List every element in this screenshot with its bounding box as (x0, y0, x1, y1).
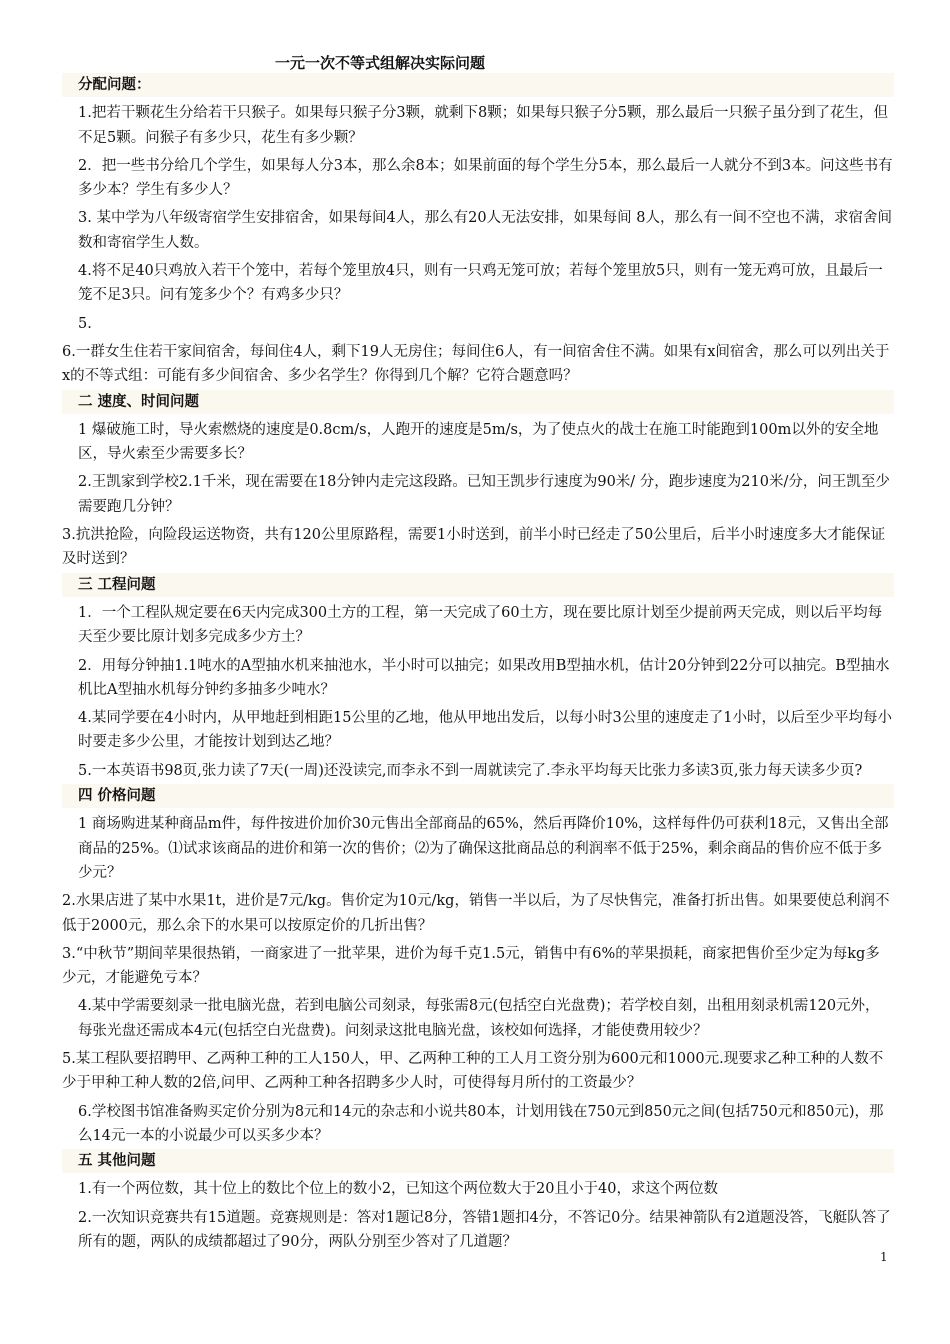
problem-item: 2．用每分钟抽1.1吨水的A型抽水机来抽池水，半小时可以抽完；如果改用B型抽水机，估计20分钟到22分可以抽完。B型抽水机比A型抽水机每分钟约多抽多少吨水？ (78, 657, 890, 698)
section-heading: 五 其他问题 (62, 1149, 894, 1173)
section-heading: 三 工程问题 (62, 573, 894, 597)
problem-item: 5. (78, 315, 92, 332)
document-title: 一元一次不等式组解决实际问题 (274, 54, 485, 72)
problem-item: 1.有一个两位数，其十位上的数比个位上的数小2，已知这个两位数大于20且小于40，求这个两位数 (78, 1181, 718, 1198)
problem-item: 6.一群女生住若干家间宿舍，每间住4人，剩下19人无房住；每间住6人，有一间宿舍住不满。如果有x间宿舍，那么可以列出关于x的不等式组：可能有多少间宿舍、多少名学生？你得到几个解？它符合题意吗？ (62, 343, 890, 385)
problem-item: 1．一个工程队规定要在6天内完成300土方的工程，第一天完成了60土方，现在要比原计划至少提前两天完成，则以后平均每天至少要比原计划多完成多少方土？ (78, 604, 883, 646)
problem-item: 6.学校图书馆准备购买定价分别为8元和14元的杂志和小说共80本，计划用钱在750元到850元之间(包括750元和850元)，那么14元一本的小说最少可以买多少本？ (78, 1103, 884, 1144)
page-number: 1 (880, 1250, 888, 1264)
problem-item: 1 爆破施工时，导火索燃烧的速度是0.8cm/s，人跑开的速度是5m/s，为了使点火的战士在施工时能跑到100m以外的安全地区，导火索至少需要多长？ (78, 421, 879, 463)
problem-item: 4.将不足40只鸡放入若干个笼中，若每个笼里放4只，则有一只鸡无笼可放；若每个笼里放5只，则有一笼无鸡可放，且最后一笼不足3只。问有笼多少个？有鸡多少只？ (78, 263, 883, 304)
problem-item: 4.某中学需要刻录一批电脑光盘，若到电脑公司刻录，每张需8元(包括空白光盘费)；若学校自刻，出租用刻录机需120元外，每张光盘还需成本4元(包括空白光盘费)。问刻录这批电脑光盘，该校如何选择，才能使费用较少？ (78, 998, 880, 1039)
problem-item: 4.某同学要在4小时内，从甲地赶到相距15公里的乙地，他从甲地出发后，以每小时3公里的速度走了1小时，以后至少平均每小时要走多少公里，才能按计划到达乙地？ (78, 710, 892, 751)
section-heading: 二 速度、时间问题 (62, 390, 894, 414)
problem-item: 1 商场购进某种商品m件，每件按进价加价30元售出全部商品的65%，然后再降价10%，这样每件仍可获利18元，又售出全部商品的25%。⑴试求该商品的进价和第一次的售价；⑵为了确保这批商品总的利润率不低于25%，剩余商品的售价应不低于多少元？ (78, 816, 889, 881)
problem-item: 2.王凯家到学校2.1千米，现在需要在18分钟内走完这段路。已知王凯步行速度为90米/ 分，跑步速度为210米/分，问王凯至少需要跑几分钟？ (78, 474, 890, 515)
problem-item: 2.一次知识竞赛共有15道题。竞赛规则是：答对1题记8分，答错1题扣4分，不答记0分。结果神箭队有2道题没答，飞艇队答了所有的题，两队的成绩都超过了90分，两队分别至少答对了几道题？ (78, 1209, 891, 1251)
section-heading: 四 价格问题 (62, 784, 894, 808)
problem-item: 2．把一些书分给几个学生，如果每人分3本，那么余8本；如果前面的每个学生分5本，那么最后一人就分不到3本。问这些书有多少本？学生有多少人？ (78, 157, 893, 199)
problem-item: 5.一本英语书98页,张力读了7天(一周)还没读完,而李永不到一周就读完了.李永平均每天比张力多读3页,张力每天读多少页? (78, 762, 863, 779)
problem-item: 3. 某中学为八年级寄宿学生安排宿舍，如果每间4人，那么有20人无法安排，如果每间 8人，那么有一间不空也不满，求宿舍间数和寄宿学生人数。 (78, 210, 892, 251)
document-body (62, 72, 894, 1254)
problem-item: 3.“中秋节”期间苹果很热销，一商家进了一批苹果，进价为每千克1.5元，销售中有6%的苹果损耗，商家把售价至少定为每kg多少元，才能避免亏本？ (62, 945, 880, 987)
problem-item: 2.水果店进了某中水果1t，进价是7元/kg。售价定为10元/kg，销售一半以后，为了尽快售完，准备打折出售。如果要使总利润不低于2000元，那么余下的水果可以按原定价的几折出售？ (62, 893, 890, 934)
section-heading: 分配问题： (62, 73, 894, 97)
problem-item: 5.某工程队要招聘甲、乙两种工种的工人150人，甲、乙两种工种的工人月工资分别为600元和1000元.现要求乙种工种的人数不少于甲种工种人数的2倍,问甲、乙两种工种各招聘多少人时，可使得每月所付的工资最少？ (62, 1050, 884, 1092)
problem-item: 3.抗洪抢险，向险段运送物资，共有120公里原路程，需要1小时送到，前半小时已经走了50公里后，后半小时速度多大才能保证及时送到？ (62, 527, 886, 568)
problem-item: 1.把若干颗花生分给若干只猴子。如果每只猴子分3颗，就剩下8颗；如果每只猴子分5颗，那么最后一只猴子虽分到了花生，但不足5颗。问猴子有多少只，花生有多少颗？ (78, 105, 889, 146)
